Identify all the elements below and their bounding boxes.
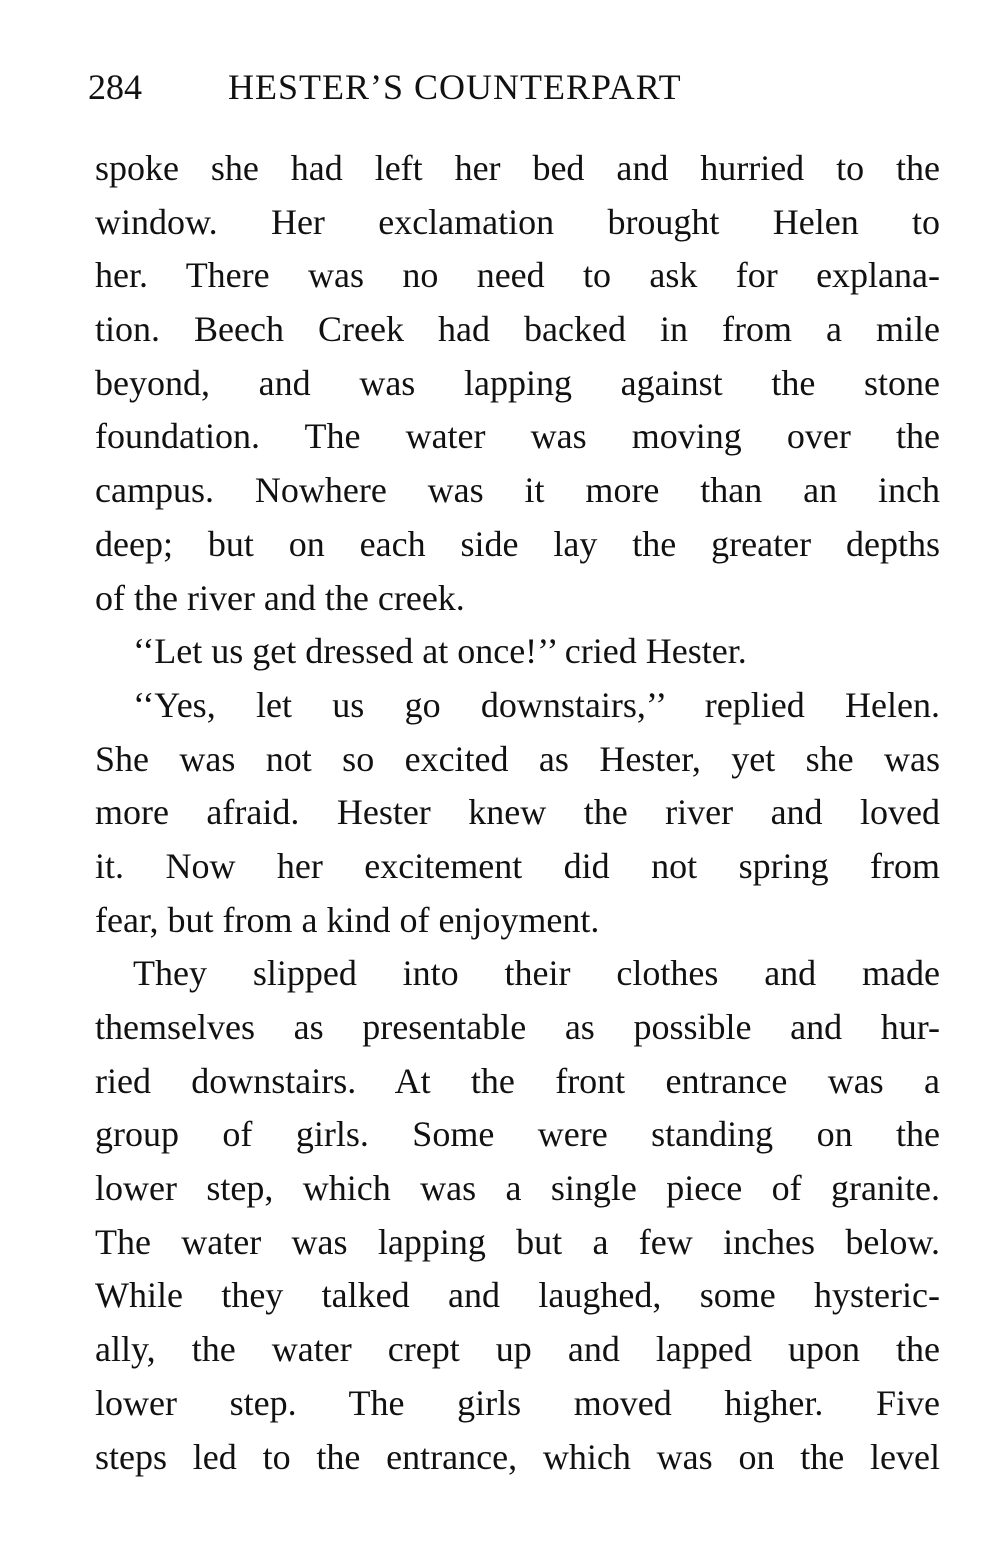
body-text: [95, 142, 940, 1484]
text-line: group of girls. Some were standing on the: [95, 1114, 940, 1155]
text-line: steps led to the entrance, which was on the level: [95, 1436, 940, 1477]
text-line: beyond, and was lapping against the stone: [95, 362, 940, 403]
text-line: fear, but from a kind of enjoyment.: [95, 899, 600, 940]
text-line: themselves as presentable as possible and hur-: [95, 1007, 940, 1047]
text-line: ally, the water crept up and lapped upon the: [95, 1329, 940, 1370]
text-line: The water was lapping but a few inches below.: [95, 1221, 940, 1262]
text-line: While they talked and laughed, some hysteric-: [95, 1275, 940, 1316]
text-line: window. Her exclamation brought Helen to: [95, 201, 940, 242]
running-head: [88, 62, 948, 112]
text-line: lower step, which was a single piece of granite.: [95, 1168, 940, 1209]
text-line: deep; but on each side lay the greater depths: [95, 523, 940, 564]
text-line: tion. Beech Creek had backed in from a mile: [95, 309, 940, 350]
page-number: 284: [88, 67, 142, 107]
text-line: more afraid. Hester knew the river and loved: [95, 792, 940, 833]
text-line: it. Now her excitement did not spring from: [95, 845, 940, 886]
text-line: ried downstairs. At the front entrance was a: [95, 1060, 940, 1101]
running-title: HESTER’S COUNTERPART: [228, 67, 682, 107]
text-line: She was not so excited as Hester, yet she was: [95, 738, 940, 779]
text-line: foundation. The water was moving over the: [95, 416, 940, 457]
text-line: spoke she had left her bed and hurried to the: [95, 148, 940, 188]
text-line: ‘‘Yes, let us go downstairs,’’ replied Helen.: [133, 684, 940, 725]
text-line: ‘‘Let us get dressed at once!’’ cried Hester.: [133, 631, 747, 672]
text-line: They slipped into their clothes and made: [133, 953, 940, 994]
text-line: her. There was no need to ask for explana-: [95, 255, 940, 296]
text-line: lower step. The girls moved higher. Five: [95, 1382, 940, 1423]
text-line: campus. Nowhere was it more than an inch: [95, 470, 940, 511]
text-line: of the river and the creek.: [95, 577, 465, 618]
